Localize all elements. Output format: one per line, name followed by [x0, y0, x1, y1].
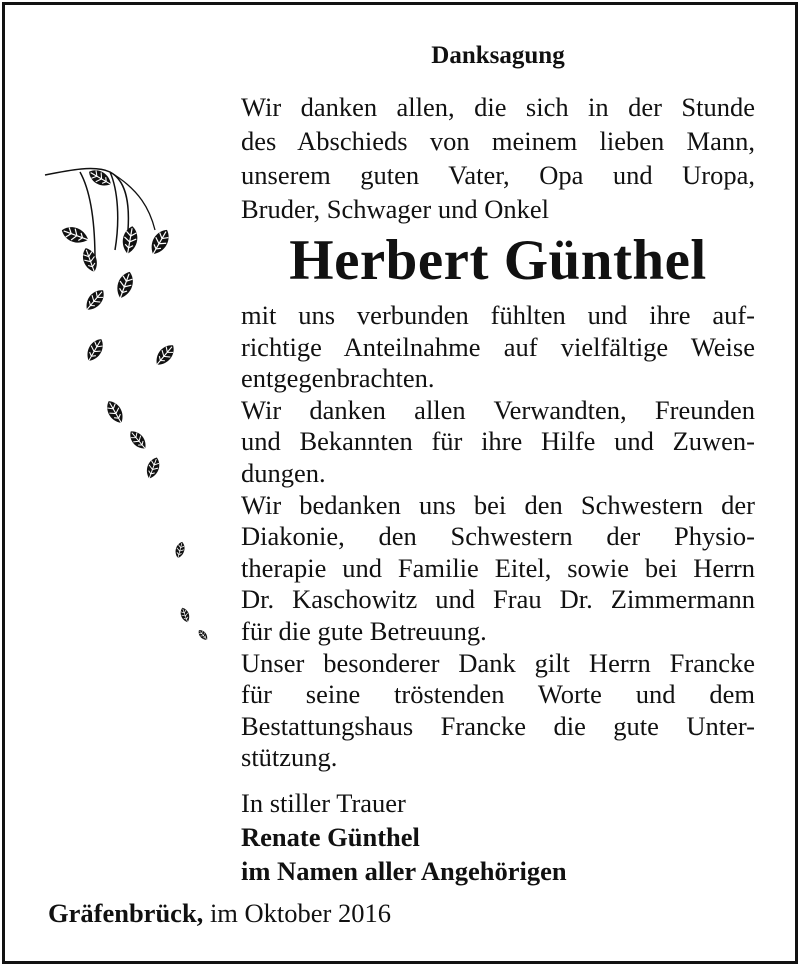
text-line: Dr. Kaschowitz und Frau Dr. Zimmermann: [241, 584, 755, 615]
text-line: Wir danken allen, die sich in der Stunde: [241, 92, 755, 122]
text-line: unserem guten Vater, Opa und Uropa,: [241, 160, 755, 190]
text-line: Wir danken allen Verwandten, Freunden: [241, 394, 755, 425]
intro-paragraph: [241, 90, 755, 226]
thanks-body: [241, 300, 755, 774]
place-date: [48, 896, 391, 930]
signature-block: [241, 786, 755, 888]
date: im Oktober 2016: [203, 898, 391, 928]
signer-name: Renate Günthel: [241, 822, 420, 852]
text-line: entgegenbrachten.: [241, 363, 435, 394]
on-behalf-line: im Namen aller Angehörigen: [241, 856, 567, 886]
text-line: therapie und Familie Eitel, sowie bei Herrn: [241, 552, 755, 583]
text-line: Wir bedanken uns bei den Schwestern der: [241, 489, 755, 520]
notice-heading: Danksagung: [431, 42, 565, 69]
text-line: dungen.: [241, 457, 326, 488]
text-line: für seine tröstenden Worte und dem: [241, 679, 755, 710]
deceased-name: Herbert Günthel: [289, 229, 707, 292]
falling-leaves-illustration: [40, 150, 220, 650]
text-line: Diakonie, den Schwestern der Physio-: [241, 521, 755, 552]
text-line: Unser besonderer Dank gilt Herrn Francke: [241, 647, 755, 678]
closing-line: In stiller Trauer: [241, 788, 406, 818]
text-line: des Abschieds von meinem lieben Mann,: [241, 126, 755, 156]
text-line: Bruder, Schwager und Onkel: [241, 194, 550, 224]
text-line: richtige Anteilnahme auf vielfältige Weise: [241, 331, 755, 362]
text-line: für die gute Betreuung.: [241, 615, 487, 646]
text-line: mit uns verbunden fühlten und ihre auf-: [241, 300, 755, 330]
text-line: stützung.: [241, 742, 338, 773]
text-line: und Bekannten für ihre Hilfe und Zuwen-: [241, 426, 755, 457]
text-line: Bestattungshaus Francke die gute Unter-: [241, 710, 755, 741]
place: Gräfenbrück,: [48, 898, 204, 928]
